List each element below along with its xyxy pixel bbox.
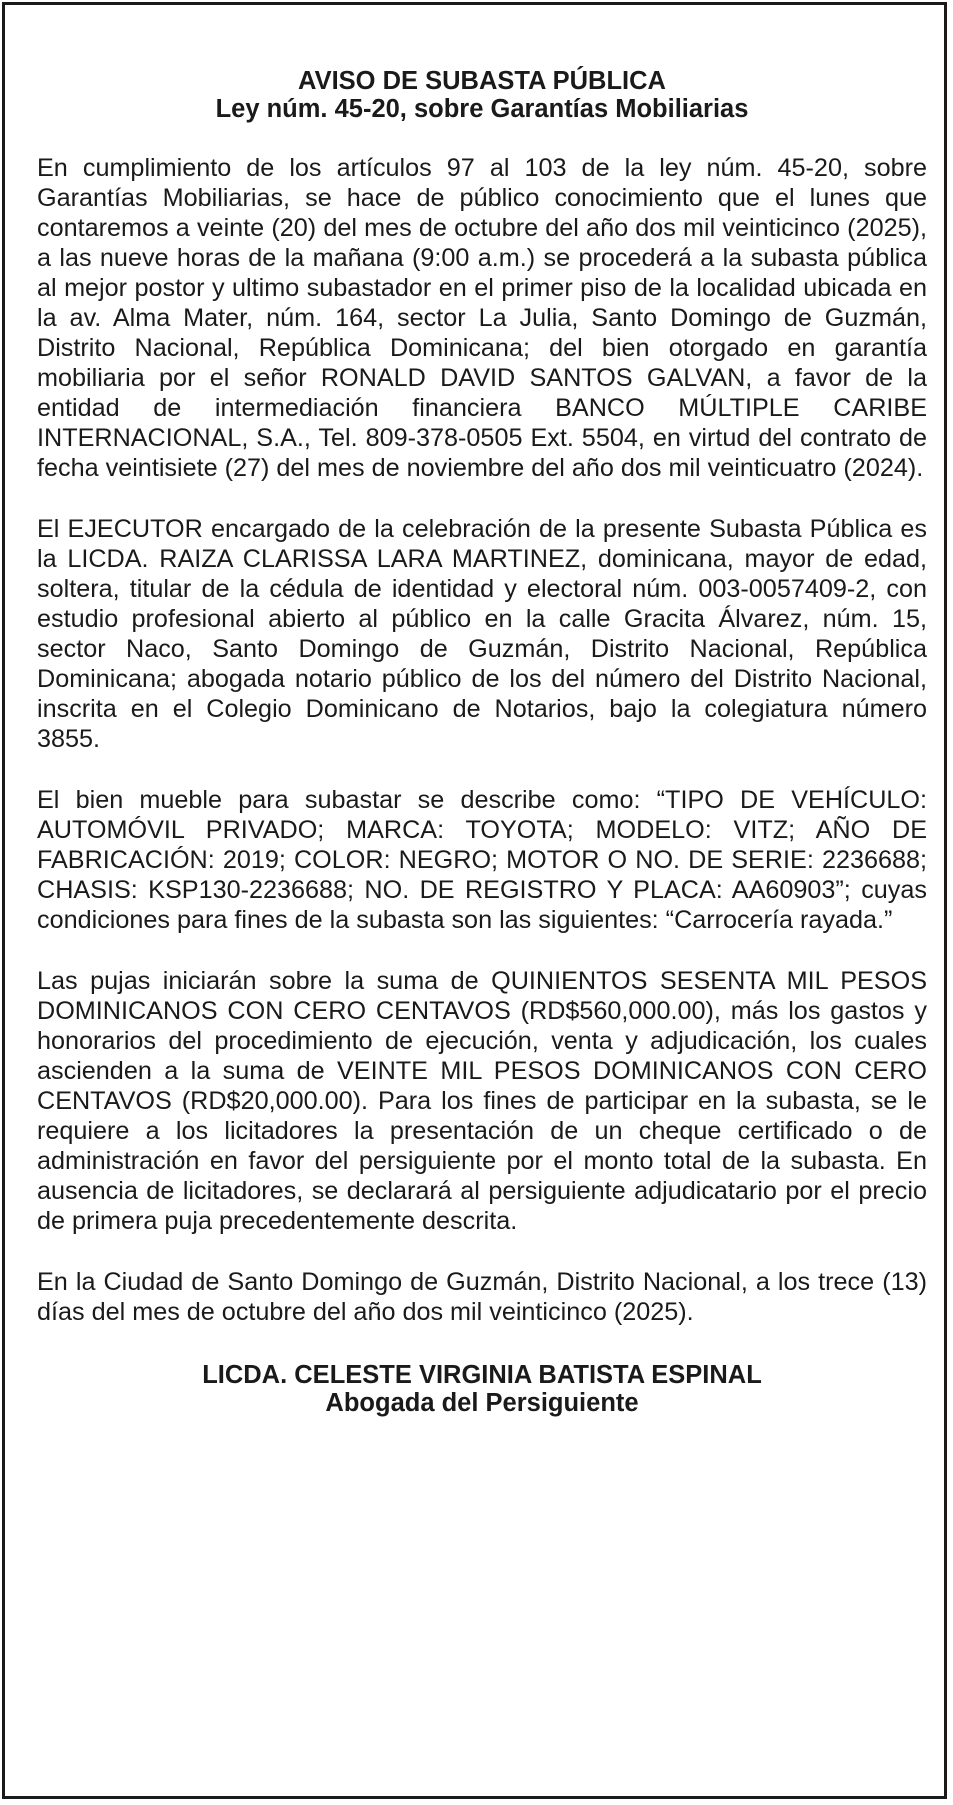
- paragraph-place-and-date: En la Ciudad de Santo Domingo de Guzmán, Distrito Nacional, a los trece (13) días del mes de octubre del año dos mil veinticinco (2025).: [37, 1268, 927, 1326]
- notice-content: [37, 67, 927, 1417]
- signature-role: Abogada del Persiguiente: [325, 1389, 639, 1417]
- notice-subtitle: Ley núm. 45-20, sobre Garantías Mobiliarias: [215, 95, 749, 123]
- signature-name: LICDA. CELESTE VIRGINIA BATISTA ESPINAL: [202, 1361, 762, 1389]
- paragraph-auction-announcement: En cumplimiento de los artículos 97 al 103 de la ley núm. 45-20, sobre Garantías Mobiliarias, se hace de público conocimiento que el lunes que contaremos a veinte (20) del mes de octubre del año dos mil veinticinco (2025), a las nueve horas de la mañana (9:00 a.m.) se procederá a la subasta pública al mejor postor y ultimo subastador en el primer piso de la localidad ubicada en la av. Alma Mater, núm. 164, sector La Julia, Santo Domingo de Guzmán, Distrito Nacional, República Dominicana; del bien otorgado en garantía mobiliaria por el señor RONALD DAVID SANTOS GALVAN, a favor de la entidad de intermediación financiera BANCO MÚLTIPLE CARIBE INTERNACIONAL, S.A., Tel. 809-378-0505 Ext. 5504, en virtud del contrato de fecha veintisiete (27) del mes de noviembre del año dos mil veinticuatro (2024).: [37, 154, 927, 482]
- paragraph-vehicle-description: El bien mueble para subastar se describe como: “TIPO DE VEHÍCULO: AUTOMÓVIL PRIVADO; MARCA: TOYOTA; MODELO: VITZ; AÑO DE FABRICACIÓN: 2019; COLOR: NEGRO; MOTOR O NO. DE SERIE: 2236688; CHASIS: KSP130-2236688; NO. DE REGISTRO Y PLACA: AA60903”; cuyas condiciones para fines de la subasta son las siguientes: “Carrocería rayada.”: [37, 786, 927, 934]
- notice-frame: [2, 2, 947, 1799]
- notice-title: AVISO DE SUBASTA PÚBLICA: [298, 67, 666, 95]
- paragraph-executor: El EJECUTOR encargado de la celebración de la presente Subasta Pública es la LICDA. RAIZA CLARISSA LARA MARTINEZ, dominicana, mayor de edad, soltera, titular de la cédula de identidad y electoral núm. 003-0057409-2, con estudio profesional abierto al público en la calle Gracita Álvarez, núm. 15, sector Naco, Santo Domingo de Guzmán, Distrito Nacional, República Dominicana; abogada notario público de los del número del Distrito Nacional, inscrita en el Colegio Dominicano de Notarios, bajo la colegiatura número 3855.: [37, 515, 927, 753]
- paragraph-bidding-terms: Las pujas iniciarán sobre la suma de QUINIENTOS SESENTA MIL PESOS DOMINICANOS CON CERO CENTAVOS (RD$560,000.00), más los gastos y honorarios del procedimiento de ejecución, venta y adjudicación, los cuales ascienden a la suma de VEINTE MIL PESOS DOMINICANOS CON CERO CENTAVOS (RD$20,000.00). Para los fines de participar en la subasta, se le requiere a los licitadores la presentación de un cheque certificado o de administración en favor del persiguiente por el monto total de la subasta. En ausencia de licitadores, se declarará al persiguiente adjudicatario por el precio de primera puja precedentemente descrita.: [37, 967, 927, 1235]
